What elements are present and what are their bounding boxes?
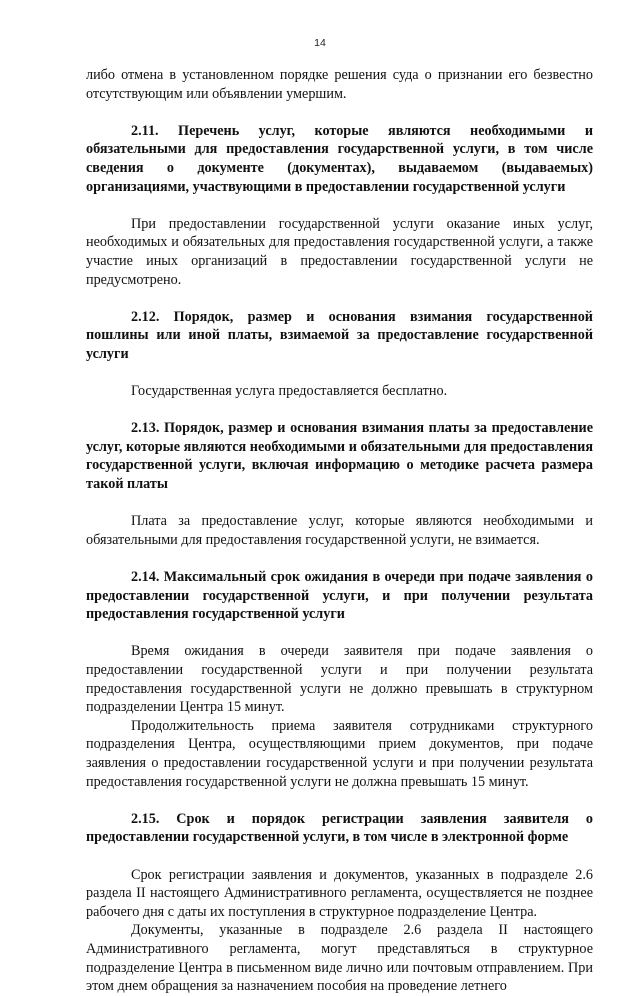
page-number: 14 [314,37,326,49]
paragraph-2-13: Плата за предоставление услуг, которые являются необходимыми и обязательными для предоставления государственной услуги, не взимается. [86,513,593,548]
paragraph-continuation: либо отмена в установленном порядке решения суда о признании его безвестно отсутствующим или объявлении умершим. [86,67,593,102]
paragraph-2-15-documents: Документы, указанные в подразделе 2.6 раздела II настоящего Административного регламента, могут представляться в структурное подразделение Центра в письменном виде лично или почтовым отправлением. При этом днем обращения за назначением пособия на проведение летнего [86,922,593,995]
document-body [86,66,593,996]
section-heading-2-12: 2.12. Порядок, размер и основания взимания государственной пошлины или иной платы, взимаемой за предоставление государственной услуги [86,308,593,362]
section-heading-2-15: 2.15. Срок и порядок регистрации заявления заявителя о предоставлении государственной услуги, в том числе в электронной форме [86,810,593,846]
paragraph-2-12: Государственная услуга предоставляется бесплатно. [131,383,448,400]
section-heading-2-14: 2.14. Максимальный срок ожидания в очереди при подаче заявления о предоставлении государственной услуги, и при получении результата предоставления государственной услуги [86,569,593,623]
paragraph-2-11: При предоставлении государственной услуги оказание иных услуг, необходимых и обязательных для предоставления государственной услуги, а также участие иных организаций в предоставлении государственной услуги не предусмотрено. [86,215,593,288]
section-heading-2-11: 2.11. Перечень услуг, которые являются необходимыми и обязательными для предоставления государственной услуги, в том числе сведения о документе (документах), выдаваемом (выдаваемых) организациями, участвующими в предоставлении государственной услуги [86,122,593,195]
paragraph-2-14-waiting: Время ожидания в очереди заявителя при подаче заявления о предоставлении государственной услуги и при получении результата предоставления государственной услуги не должно превышать в структурном подразделении Центра 15 минут. [86,643,593,716]
paragraph-2-15-registration: Срок регистрации заявления и документов, указанных в подразделе 2.6 раздела II настоящего Административного регламента, осуществляется не позднее рабочего дня с даты их поступления в структурное подразделение Центра. [86,866,593,920]
paragraph-2-14-duration: Продолжительность приема заявителя сотрудниками структурного подразделения Центра, осуществляющими прием документов, при подаче заявления о предоставлении государственной услуги и при получении результата предоставления государственной услуги не должна превышать 15 минут. [86,717,593,790]
section-heading-2-13: 2.13. Порядок, размер и основания взимания платы за предоставление услуг, которые являются необходимыми и обязательными для предоставления государственной услуги, включая информацию о методике расчета размера такой платы [86,420,593,493]
